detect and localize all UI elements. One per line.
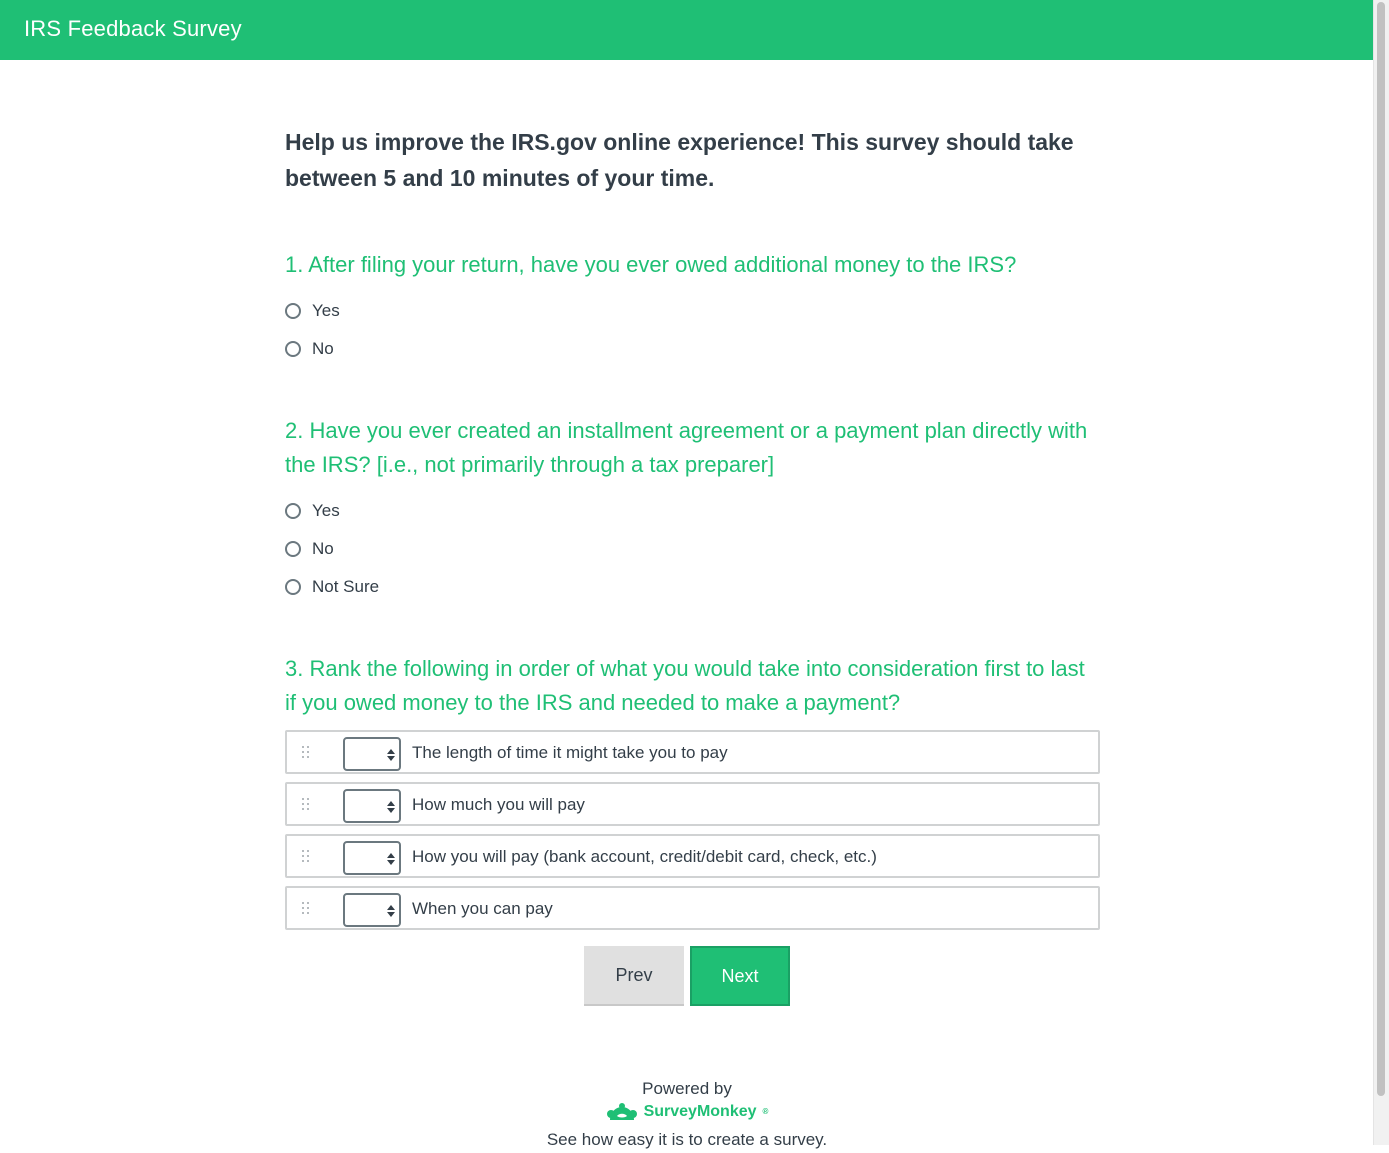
option-label: No	[312, 339, 334, 358]
radio-button[interactable]	[285, 541, 301, 557]
question-2-title: 2. Have you ever created an installment agreement or a payment plan directly with the IRS? [i.e., not primarily through a tax preparer]	[285, 418, 1088, 477]
rank-item-4[interactable]	[285, 886, 1100, 930]
question-1-title: 1. After filing your return, have you ever owed additional money to the IRS?	[285, 252, 1017, 277]
footer	[0, 1078, 1374, 1153]
rank-select[interactable]	[343, 893, 401, 927]
drag-handle-icon[interactable]	[302, 850, 310, 864]
scrollbar-thumb[interactable]	[1377, 2, 1385, 1096]
rank-select[interactable]	[343, 737, 401, 771]
q2-option-no[interactable]	[285, 530, 1100, 568]
rank-item-2[interactable]	[285, 782, 1100, 826]
rank-item-1[interactable]	[285, 730, 1100, 774]
question-3-title: 3. Rank the following in order of what you would take into consideration first to last if you owed money to the IRS and needed to make a payment?	[285, 656, 1085, 715]
select-arrows-icon	[387, 904, 395, 918]
question-2-options	[285, 492, 1100, 606]
rank-item-label: The length of time it might take you to pay	[412, 743, 728, 762]
question-2	[285, 414, 1100, 606]
rank-item-label: How much you will pay	[412, 795, 585, 814]
option-label: Yes	[312, 301, 340, 320]
ranking-list	[285, 730, 1100, 930]
radio-button[interactable]	[285, 303, 301, 319]
question-1	[285, 248, 1100, 368]
radio-button[interactable]	[285, 579, 301, 595]
survey-title: IRS Feedback Survey	[24, 16, 242, 41]
radio-button[interactable]	[285, 341, 301, 357]
survey-intro: Help us improve the IRS.gov online experience! This survey should take between 5 and 10 minutes of your time.	[285, 129, 1074, 191]
survey-content	[285, 124, 1100, 938]
drag-handle-icon[interactable]	[302, 798, 310, 812]
prev-button[interactable]: Prev	[584, 946, 684, 1006]
page-scrollbar[interactable]	[1373, 0, 1389, 1145]
drag-handle-icon[interactable]	[302, 902, 310, 916]
surveymonkey-icon	[606, 1102, 638, 1122]
select-arrows-icon	[387, 852, 395, 866]
radio-button[interactable]	[285, 503, 301, 519]
q2-option-not-sure[interactable]	[285, 568, 1100, 606]
q1-option-yes[interactable]	[285, 292, 1100, 330]
question-1-options	[285, 292, 1100, 368]
rank-item-label: When you can pay	[412, 899, 553, 918]
rank-select[interactable]	[343, 841, 401, 875]
survey-navigation	[584, 946, 790, 1006]
option-label: Yes	[312, 501, 340, 520]
question-3	[285, 652, 1100, 930]
survey-header	[0, 0, 1374, 60]
rank-select[interactable]	[343, 789, 401, 823]
rank-item-label: How you will pay (bank account, credit/debit card, check, etc.)	[412, 847, 877, 866]
select-arrows-icon	[387, 748, 395, 762]
powered-by-text: Powered by	[642, 1079, 732, 1098]
surveymonkey-logo[interactable]: SurveyMonkey ®	[606, 1101, 769, 1123]
footer-tagline[interactable]: See how easy it is to create a survey.	[546, 1130, 828, 1149]
q1-option-no[interactable]	[285, 330, 1100, 368]
select-arrows-icon	[387, 800, 395, 814]
rank-item-3[interactable]	[285, 834, 1100, 878]
option-label: No	[312, 539, 334, 558]
surveymonkey-brand-text: SurveyMonkey	[643, 1103, 757, 1120]
next-button[interactable]: Next	[690, 946, 790, 1006]
q2-option-yes[interactable]	[285, 492, 1100, 530]
drag-handle-icon[interactable]	[302, 746, 310, 760]
option-label: Not Sure	[312, 577, 380, 596]
